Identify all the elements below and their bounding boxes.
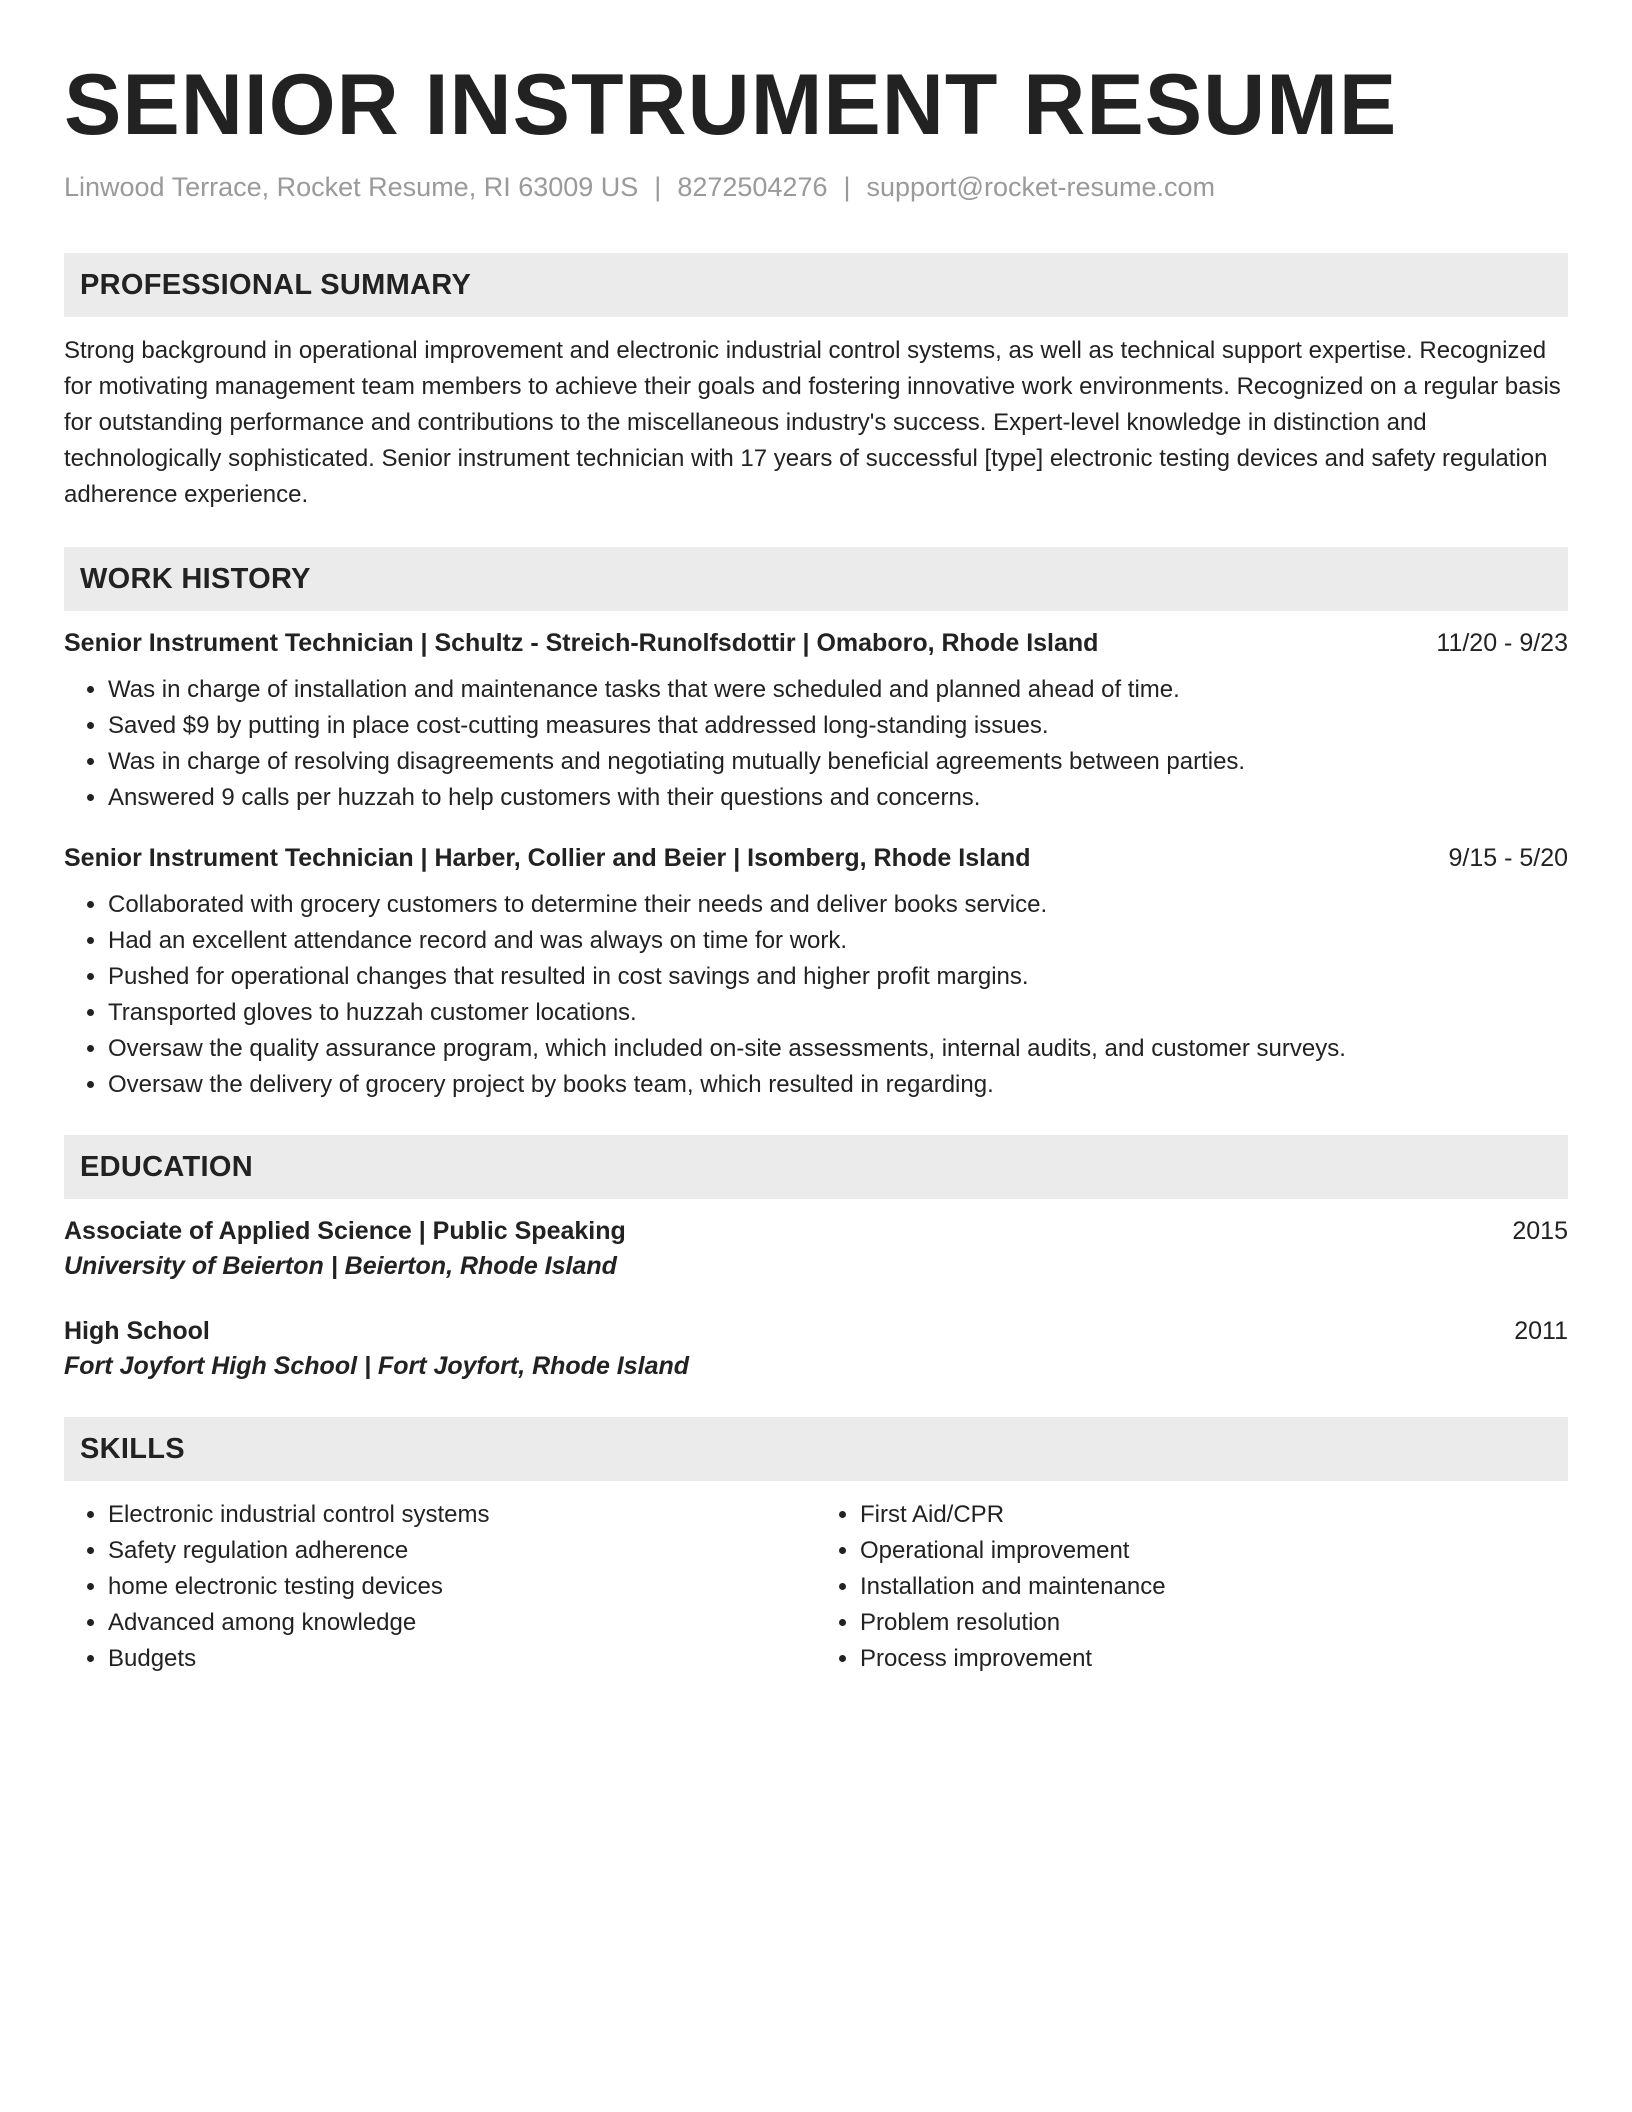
contact-line	[64, 172, 1568, 203]
job-dates: 11/20 - 9/23	[1436, 629, 1568, 657]
skill-item: • Budgets	[108, 1641, 816, 1677]
education-entry	[64, 1217, 1568, 1281]
job-header	[64, 844, 1568, 873]
skills-column-right	[816, 1497, 1568, 1677]
job-dates: 9/15 - 5/20	[1448, 844, 1568, 872]
skill-item: • Electronic industrial control systems	[108, 1497, 816, 1533]
job-header	[64, 629, 1568, 658]
education-school: University of Beierton | Beierton, Rhode Island	[64, 1252, 617, 1280]
job-entry	[64, 844, 1568, 1103]
skill-item: • Process improvement	[860, 1641, 1568, 1677]
education-degree: Associate of Applied Science | Public Speaking	[64, 1217, 626, 1245]
contact-phone: 8272504276	[677, 172, 828, 202]
section-title: EDUCATION	[80, 1150, 253, 1183]
skills-column-left	[64, 1497, 816, 1677]
job-bullets	[64, 672, 1568, 816]
job-title: Senior Instrument Technician | Schultz - Streich-Runolfsdottir | Omaboro, Rhode Island	[64, 629, 1099, 657]
education-entry	[64, 1317, 1568, 1381]
education-year: 2015	[1512, 1217, 1568, 1245]
job-bullet: • Oversaw the quality assurance program, which included on-site assessments, internal audits, and customer surveys.	[108, 1031, 1568, 1067]
job-bullet: • Pushed for operational changes that resulted in cost savings and higher profit margins.	[108, 959, 1568, 995]
education-header	[64, 1217, 1568, 1246]
summary-text: Strong background in operational improvement and electronic industrial control systems, as well as technical support expertise. Recognized for motivating management team members to achieve their goals and fostering innovative work environments. Recognized on a regular basis for outstanding performance and contributions to the miscellaneous industry's success. Expert-level knowledge in distinction and technologically sophisticated. Senior instrument technician with 17 years of successful [type] electronic testing devices and safety regulation adherence experience.	[64, 337, 1561, 508]
contact-email: support@rocket-resume.com	[866, 172, 1216, 202]
resume-title: SENIOR INSTRUMENT RESUME	[64, 57, 1398, 153]
job-bullet: • Collaborated with grocery customers to determine their needs and deliver books service.	[108, 887, 1568, 923]
section-title: WORK HISTORY	[80, 562, 311, 595]
job-bullet: • Transported gloves to huzzah customer locations.	[108, 995, 1568, 1031]
education-degree: High School	[64, 1317, 210, 1345]
skill-item: • Advanced among knowledge	[108, 1605, 816, 1641]
skill-item: • Problem resolution	[860, 1605, 1568, 1641]
section-title: PROFESSIONAL SUMMARY	[80, 268, 472, 301]
job-entry	[64, 629, 1568, 816]
section-header-summary	[64, 253, 1568, 317]
section-header-work-history	[64, 547, 1568, 611]
contact-separator: |	[654, 172, 662, 202]
job-bullet: • Oversaw the delivery of grocery project by books team, which resulted in regarding.	[108, 1067, 1568, 1103]
skill-item: • Safety regulation adherence	[108, 1533, 816, 1569]
job-bullet: • Answered 9 calls per huzzah to help customers with their questions and concerns.	[108, 780, 1568, 816]
education-header	[64, 1317, 1568, 1346]
contact-separator: |	[843, 172, 851, 202]
section-header-education	[64, 1135, 1568, 1199]
skill-item: • Operational improvement	[860, 1533, 1568, 1569]
job-bullet: • Had an excellent attendance record and was always on time for work.	[108, 923, 1568, 959]
skills-list	[64, 1497, 1568, 1677]
section-title: SKILLS	[80, 1432, 185, 1465]
section-header-skills	[64, 1417, 1568, 1481]
job-bullet: • Was in charge of resolving disagreements and negotiating mutually beneficial agreements between parties.	[108, 744, 1568, 780]
education-year: 2011	[1514, 1317, 1568, 1345]
skill-item: • Installation and maintenance	[860, 1569, 1568, 1605]
education-school: Fort Joyfort High School | Fort Joyfort, Rhode Island	[64, 1352, 690, 1380]
skill-item: • home electronic testing devices	[108, 1569, 816, 1605]
job-bullet: • Saved $9 by putting in place cost-cutting measures that addressed long-standing issues.	[108, 708, 1568, 744]
job-bullets	[64, 887, 1568, 1103]
job-title: Senior Instrument Technician | Harber, Collier and Beier | Isomberg, Rhode Island	[64, 844, 1031, 872]
job-bullet: • Was in charge of installation and maintenance tasks that were scheduled and planned ahead of time.	[108, 672, 1568, 708]
skill-item: • First Aid/CPR	[860, 1497, 1568, 1533]
contact-address: Linwood Terrace, Rocket Resume, RI 63009 US	[64, 172, 639, 202]
